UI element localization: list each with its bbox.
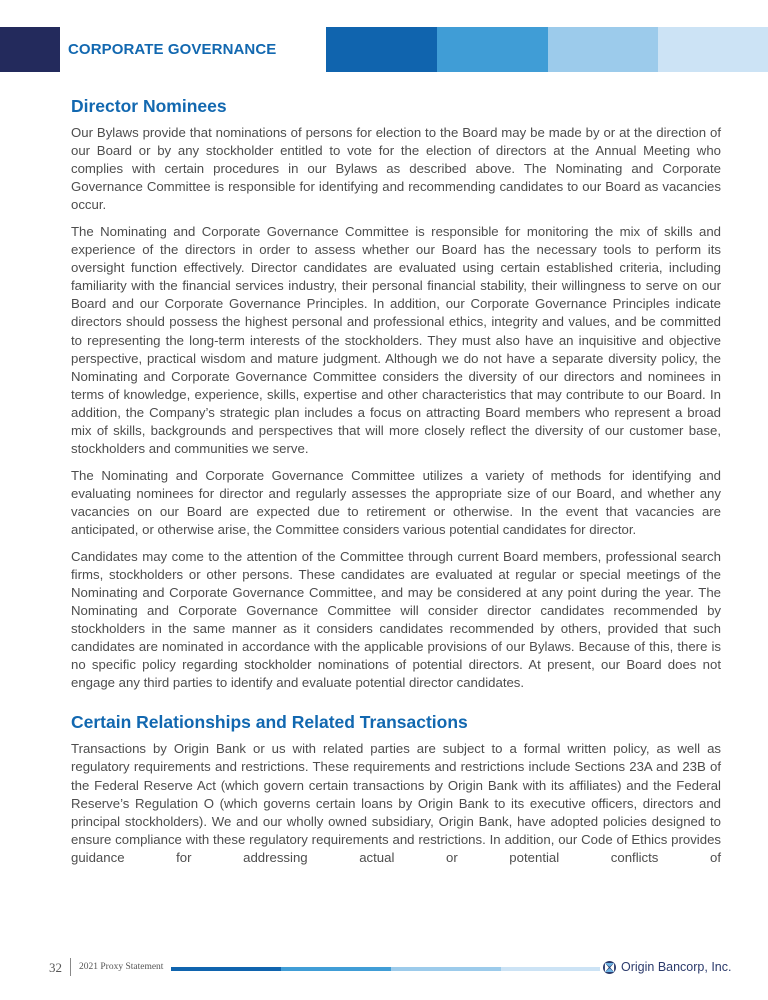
document-title: 2021 Proxy Statement: [79, 962, 164, 972]
footer-bar-4: [501, 967, 600, 971]
footer-bar-3: [391, 967, 501, 971]
section-label: CORPORATE GOVERNANCE: [68, 41, 277, 58]
footer-bar-2: [281, 967, 391, 971]
page-footer: [0, 960, 768, 980]
header-blue-block-2: [437, 27, 548, 72]
paragraph: The Nominating and Corporate Governance Committee utilizes a variety of methods for identifying and evaluating nominees for director and regularly assesses the appropriate size of our Board, and whether any vacancies on our Board are expected due to retirement or otherwise. In the event that vacancies are anticipated, or otherwise arise, the Committee considers various potential candidates for director.: [71, 467, 721, 537]
header-navy-block: [0, 27, 60, 72]
page-content: [71, 94, 721, 876]
paragraph: Candidates may come to the attention of the Committee through current Board members, professional search firms, stockholders or other persons. These candidates are evaluated at regular or special meetings of the Nominating and Corporate Governance Committee, and may be considered at any point during the year. The Nominating and Corporate Governance Committee will consider director candidates recommended by stockholders in the same manner as it considers candidates recommended by others, provided that such candidates are nominated in accordance with the applicable provisions of our Bylaws. Because of this, there is no specific policy regarding stockholder nominations of potential directors. At present, our Board does not engage any third parties to identify and evaluate potential director candidates.: [71, 549, 721, 691]
header-blue-block-1: [326, 27, 440, 72]
heading-director-nominees: Director Nominees: [71, 96, 227, 116]
origin-logo-icon: [603, 961, 616, 974]
company-name: Origin Bancorp, Inc.: [621, 960, 732, 974]
page-number: 32: [49, 960, 62, 975]
header-blue-block-4: [658, 27, 768, 72]
paragraph: The Nominating and Corporate Governance Committee is responsible for monitoring the mix of skills and experience of the directors in order to assess whether our Board has the necessary tools to perform its oversight function effectively. Director candidates are evaluated using certain established criteria, including familiarity with the financial services industry, their personal financial stability, their willingness to serve on our Board and our Corporate Governance Principles. In addition, our Corporate Governance Principles indicate directors should possess the highest personal and professional ethics, integrity and values, and be committed to representing the long-term interests of the stockholders. They must also have an inquisitive and objective perspective, practical wisdom and mature judgment. Although we do not have a separate diversity policy, the Nominating and Corporate Governance Committee considers the diversity of our directors and nominees in terms of knowledge, experience, skills, expertise and other characteristics that may contribute to our Board. In addition, the Company’s strategic plan includes a focus on attracting Board members who represent a broad mix of skills, backgrounds and perspectives that will more closely reflect the diversity of our customer base, stockholders and communities we serve.: [71, 224, 721, 456]
footer-divider: [70, 958, 71, 976]
header-blue-block-3: [548, 27, 658, 72]
footer-bar-1: [171, 967, 281, 971]
paragraph: Transactions by Origin Bank or us with related parties are subject to a formal written policy, as well as regulatory requirements and restrictions. These requirements and restrictions include Sections 23A and 23B of the Federal Reserve Act (which govern certain transactions by Origin Bank with its affiliates) and the Federal Reserve’s Regulation O (which governs certain loans by Origin Bank to its executive officers, directors and principal stockholders). We and our wholly owned subsidiary, Origin Bank, have adopted policies designed to ensure compliance with these regulatory requirements and restrictions. In addition, our Code of Ethics provides guidance for addressing actual or potential conflicts of: [71, 741, 721, 865]
paragraph: Our Bylaws provide that nominations of persons for election to the Board may be made by or at the direction of our Board or by any stockholder entitled to vote for the election of directors at the Annual Meeting who complies with certain procedures in our Bylaws as described above. The Nominating and Corporate Governance Committee is responsible for identifying and recommending candidates to our Board as vacancies occur.: [71, 125, 721, 213]
company-logo: [603, 960, 731, 974]
heading-related-transactions: Certain Relationships and Related Transactions: [71, 712, 468, 733]
